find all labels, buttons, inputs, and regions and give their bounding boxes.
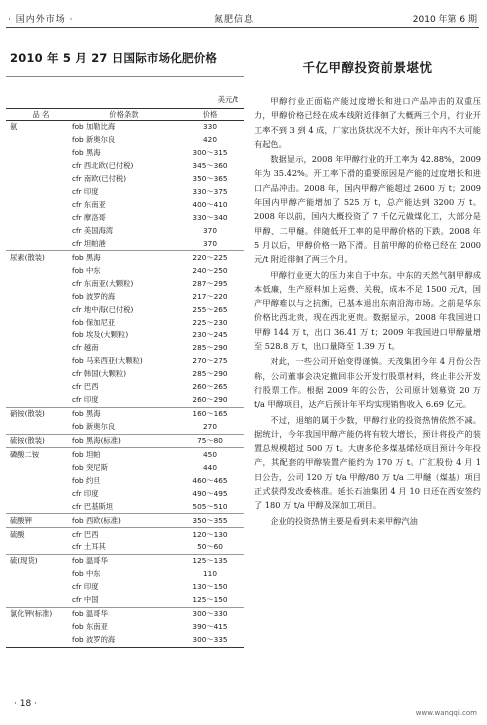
cell-product: 硫铵(散装) bbox=[6, 434, 72, 448]
cell-term: fob 坦帕 bbox=[72, 448, 176, 461]
table-row bbox=[6, 434, 244, 448]
price-table bbox=[6, 108, 244, 648]
cell-product bbox=[6, 186, 72, 199]
table-row bbox=[6, 474, 244, 487]
cell-price: 255～265 bbox=[192, 304, 228, 314]
cell-product bbox=[6, 316, 72, 329]
cell-product bbox=[6, 134, 72, 147]
cell-price: 490～495 bbox=[192, 488, 228, 498]
cell-term: fob 波罗的海 bbox=[72, 291, 116, 301]
cell-price: 125～135 bbox=[176, 554, 244, 567]
cell-product bbox=[6, 160, 72, 173]
cell-price: 345～360 bbox=[192, 161, 228, 171]
cell-term: fob 新奥尔良 bbox=[72, 422, 116, 432]
article-paragraph: 企业的投资热情主要是看到未来甲醇汽油 bbox=[270, 515, 418, 526]
cell-price: 110 bbox=[203, 569, 217, 579]
table-row bbox=[6, 303, 244, 316]
cell-price: 217～220 bbox=[192, 291, 228, 301]
cell-product bbox=[6, 264, 72, 277]
cell-term: cfr 印度 bbox=[72, 187, 99, 197]
table-row bbox=[6, 421, 244, 434]
table-row bbox=[6, 199, 244, 212]
cell-term: cfr 坦帕港 bbox=[72, 238, 106, 248]
journal-name: 氮肥信息 bbox=[214, 15, 255, 25]
cell-product: 硫酸 bbox=[6, 528, 72, 541]
cell-product: 氨 bbox=[10, 122, 18, 132]
cell-price: 270 bbox=[203, 422, 217, 432]
cell-price: 285～290 bbox=[192, 343, 228, 353]
article-title: 千亿甲醇投资前景堪忧 bbox=[302, 60, 433, 75]
cell-term: cfr 美国海湾 bbox=[72, 225, 114, 235]
table-row bbox=[6, 368, 244, 381]
cell-product bbox=[6, 199, 72, 212]
title-rule bbox=[6, 76, 244, 77]
cell-term: cfr 巴西 bbox=[72, 382, 99, 392]
table-row bbox=[6, 621, 244, 634]
cell-product bbox=[6, 394, 72, 407]
cell-price: 300～335 bbox=[176, 634, 244, 647]
table-row bbox=[6, 634, 244, 647]
cell-price: 75～80 bbox=[176, 434, 244, 448]
cell-product bbox=[6, 342, 72, 355]
cell-term: cfr 印度 bbox=[72, 488, 99, 498]
cell-term: cfr 地中海(已付税) bbox=[72, 304, 134, 314]
cell-term: cfr 中国 bbox=[72, 595, 99, 605]
cell-product: 硝铵(散装) bbox=[6, 407, 72, 420]
cell-price: 230～245 bbox=[192, 330, 228, 340]
cell-product bbox=[6, 581, 72, 594]
table-row bbox=[6, 594, 244, 607]
cell-price: 130～150 bbox=[192, 582, 228, 592]
cell-price: 225～230 bbox=[192, 317, 228, 327]
cell-price: 420 bbox=[203, 135, 217, 145]
table-row bbox=[6, 147, 244, 160]
page-header bbox=[0, 0, 487, 36]
table-row bbox=[6, 290, 244, 303]
cell-price: 370 bbox=[203, 238, 217, 248]
table-row bbox=[6, 500, 244, 513]
section-label: · 国内外市场 · bbox=[8, 15, 74, 25]
cell-term: cfr 西北欧(已付税) bbox=[72, 161, 134, 171]
cell-term: fob 约旦 bbox=[72, 475, 101, 485]
cell-term: fob 西欧(标准) bbox=[72, 514, 176, 528]
cell-product bbox=[6, 634, 72, 647]
cell-term: fob 埃及(大颗粒) bbox=[72, 330, 129, 340]
cell-price: 160～165 bbox=[176, 407, 244, 420]
cell-term: cfr 东南亚(大颗粒) bbox=[72, 278, 134, 288]
cell-product bbox=[6, 568, 72, 581]
cell-price: 285～290 bbox=[192, 369, 228, 379]
table-row bbox=[6, 251, 244, 264]
table-row bbox=[6, 461, 244, 474]
cell-price: 350～355 bbox=[176, 514, 244, 528]
table-row bbox=[6, 554, 244, 567]
cell-product bbox=[6, 594, 72, 607]
cell-product: 磷酸二铵 bbox=[6, 448, 72, 461]
price-table-body bbox=[6, 121, 244, 648]
cell-term: fob 黑海 bbox=[72, 148, 101, 158]
header-rule bbox=[6, 27, 479, 28]
cell-price: 460～465 bbox=[192, 475, 228, 485]
watermark: www.wanqqi.com bbox=[415, 709, 477, 717]
cell-price: 300～315 bbox=[192, 148, 228, 158]
cell-term: cfr 土耳其 bbox=[72, 542, 106, 552]
cell-product bbox=[6, 368, 72, 381]
cell-price: 260～290 bbox=[192, 395, 228, 405]
table-row bbox=[6, 160, 244, 173]
cell-price: 350～365 bbox=[192, 174, 228, 184]
table-row bbox=[6, 264, 244, 277]
page-number: · 18 · bbox=[14, 699, 37, 709]
cell-price: 270～275 bbox=[192, 356, 228, 366]
cell-product bbox=[6, 329, 72, 342]
cell-term: cfr 韩国(大颗粒) bbox=[72, 369, 127, 379]
table-row bbox=[6, 186, 244, 199]
cell-term: fob 温哥华 bbox=[72, 607, 176, 620]
table-row bbox=[6, 581, 244, 594]
cell-price: 300～330 bbox=[176, 607, 244, 620]
column-header-price: 价格 bbox=[176, 109, 244, 121]
cell-product: 氯化钾(标准) bbox=[6, 607, 72, 620]
cell-product bbox=[6, 421, 72, 434]
cell-term: cfr 巴基斯坦 bbox=[72, 501, 114, 511]
table-row bbox=[6, 134, 244, 147]
cell-term: fob 保加尼亚 bbox=[72, 317, 116, 327]
table-row bbox=[6, 121, 244, 134]
article-paragraph: 甲醇行业正面临产能过度增长和进口产品冲击的双重压力，甲醇价格已经在成本线附近徘徊了大概两三个月，行业开工率不到 3 到 4 成，厂家出货状况不大好，预计年内不大可能有起色。 bbox=[254, 96, 481, 149]
cell-product bbox=[6, 147, 72, 160]
table-row bbox=[6, 225, 244, 238]
table-row bbox=[6, 212, 244, 225]
cell-product bbox=[6, 290, 72, 303]
cell-term: fob 温哥华 bbox=[72, 554, 176, 567]
table-row bbox=[6, 541, 244, 554]
table-row bbox=[6, 514, 244, 528]
cell-price: 50～60 bbox=[197, 542, 223, 552]
cell-product bbox=[6, 212, 72, 225]
cell-price: 287～295 bbox=[192, 278, 228, 288]
cell-term: fob 黑海 bbox=[72, 251, 176, 264]
cell-price: 125～150 bbox=[192, 595, 228, 605]
cell-product bbox=[6, 277, 72, 290]
cell-product bbox=[6, 621, 72, 634]
article-body bbox=[254, 94, 481, 528]
table-row bbox=[6, 448, 244, 461]
cell-term: fob 新奥尔良 bbox=[72, 135, 116, 145]
price-table-title: 2010 年 5 月 27 日国际市场化肥价格 bbox=[10, 51, 218, 65]
cell-product bbox=[6, 303, 72, 316]
cell-price: 330 bbox=[203, 122, 217, 132]
article-paragraph: 甲醇行业更大的压力来自于中东。中东的天然气制甲醇成本低廉，生产原料加上运费、关税，成本不足 1500 元/t，国产甲醇难以与之抗衡，已基本退出东南沿海市场。之前是华东价格比西北贵，现在西北更贵。数据显示，2008 年我国进口甲醇 144 万 t，出口 36.41 万 t；2009 年我国进口甲醇量增至 528.8 万 t，出口量降至 1.39 万 t。 bbox=[254, 269, 481, 352]
cell-term: cfr 印度 bbox=[72, 395, 99, 405]
cell-term: cfr 巴西 bbox=[72, 528, 176, 541]
cell-price: 330～375 bbox=[192, 187, 228, 197]
article-paragraph: 对此，一些公司开始变得谨慎。天茂集团今年 4 月份公告称，公司董事会决定撤回非公开发行股票材料，终止非公开发行股票工作。根据 2009 年的公告，公司原计划募资 20 万 t/a 甲醇项目，达产后预计年平均实现销售收入 6.69 亿元。 bbox=[254, 356, 481, 410]
table-row bbox=[6, 607, 244, 620]
cell-product bbox=[6, 173, 72, 186]
table-header-row bbox=[6, 109, 244, 121]
cell-price: 390～415 bbox=[192, 622, 228, 632]
cell-price: 330～340 bbox=[192, 213, 228, 223]
table-row bbox=[6, 528, 244, 541]
price-unit: 美元/t bbox=[217, 95, 238, 104]
table-row bbox=[6, 568, 244, 581]
cell-product bbox=[6, 541, 72, 554]
table-row bbox=[6, 407, 244, 420]
cell-price: 400～410 bbox=[192, 200, 228, 210]
table-row bbox=[6, 277, 244, 290]
cell-term: fob 中东 bbox=[72, 569, 101, 579]
cell-product bbox=[6, 487, 72, 500]
cell-term: fob 马来西亚(大颗粒) bbox=[72, 356, 143, 366]
table-row bbox=[6, 173, 244, 186]
cell-price: 370 bbox=[203, 225, 217, 235]
cell-product bbox=[6, 237, 72, 250]
cell-price: 505～510 bbox=[192, 501, 228, 511]
cell-product bbox=[6, 474, 72, 487]
table-row bbox=[6, 237, 244, 250]
cell-term: fob 黑海 bbox=[72, 407, 176, 420]
cell-term: cfr 南欧(已付税) bbox=[72, 174, 127, 184]
issue-label: 2010 年第 6 期 bbox=[412, 15, 477, 25]
cell-product: 硫酸钾 bbox=[6, 514, 72, 528]
cell-price: 440 bbox=[203, 462, 217, 472]
cell-term: fob 东南亚 bbox=[72, 622, 108, 632]
cell-price: 220～225 bbox=[176, 251, 244, 264]
cell-product bbox=[6, 381, 72, 394]
cell-product bbox=[6, 500, 72, 513]
table-row bbox=[6, 342, 244, 355]
cell-price: 120～130 bbox=[176, 528, 244, 541]
article-paragraph: 数据显示，2008 年甲醇行业的开工率为 42.88%，2009 年为 35.42%。开工率下滑的重要原因是产能的过度增长和进口产品冲击。2008 年，国内甲醇产能超过 2600 万 t；2009 年国内甲醇产能增加了 525 万 t，总产能达到 3200 万 t。2008 年以前，国内大概投资了 7 千亿元做煤化工，大部分是甲醇、二甲醚。伴随低开工率的是甲醇价格的下跌。2008 年 5 月以后，甲醇价格一路下滑。目前甲醇的价格已经在 2000 元/t 附近徘徊了两三个月。 bbox=[254, 154, 481, 265]
column-header-term: 价格条款 bbox=[72, 109, 176, 121]
cell-term: cfr 越南 bbox=[72, 343, 99, 353]
cell-price: 240～250 bbox=[192, 265, 228, 275]
cell-term: fob 中东 bbox=[72, 265, 101, 275]
cell-price: 260～265 bbox=[192, 382, 228, 392]
cell-term: fob 加勒比海 bbox=[72, 122, 116, 132]
table-row bbox=[6, 394, 244, 407]
cell-product: 尿素(散装) bbox=[6, 251, 72, 264]
cell-term: cfr 摩洛哥 bbox=[72, 213, 106, 223]
cell-term: cfr 印度 bbox=[72, 582, 99, 592]
table-row bbox=[6, 381, 244, 394]
cell-term: fob 波罗的海 bbox=[72, 634, 176, 647]
cell-price: 450 bbox=[176, 448, 244, 461]
cell-product bbox=[6, 461, 72, 474]
table-row bbox=[6, 355, 244, 368]
cell-term: cfr 东南亚 bbox=[72, 200, 106, 210]
cell-product bbox=[6, 355, 72, 368]
cell-product bbox=[6, 225, 72, 238]
table-row bbox=[6, 316, 244, 329]
column-header-product: 品 名 bbox=[6, 109, 72, 121]
table-row bbox=[6, 487, 244, 500]
cell-term: fob 黑海(标准) bbox=[72, 434, 176, 448]
cell-product: 硫(现货) bbox=[6, 554, 72, 567]
cell-term: fob 突尼斯 bbox=[72, 462, 108, 472]
table-row bbox=[6, 329, 244, 342]
article-paragraph: 不过，退缩的属于少数，甲醇行业的投资热情依然不减。据统计，今年我国甲醇产能仍将有较大增长，预计将投产的装置总规模超过 500 万 t。大唐多伦多煤基烯烃项目预计今年投产，其配套的甲醇装置产能约为 170 万 t。广汇股份 4 月 1 日公告，公司 120 万 t/a 甲醇/80 万 t/a 二甲醚（煤基）项目正式获得发改委核准。延长石油集团 4 月 10 日还在西安签约了 180 万 t/a 甲醇及深加工项目。 bbox=[254, 414, 481, 511]
